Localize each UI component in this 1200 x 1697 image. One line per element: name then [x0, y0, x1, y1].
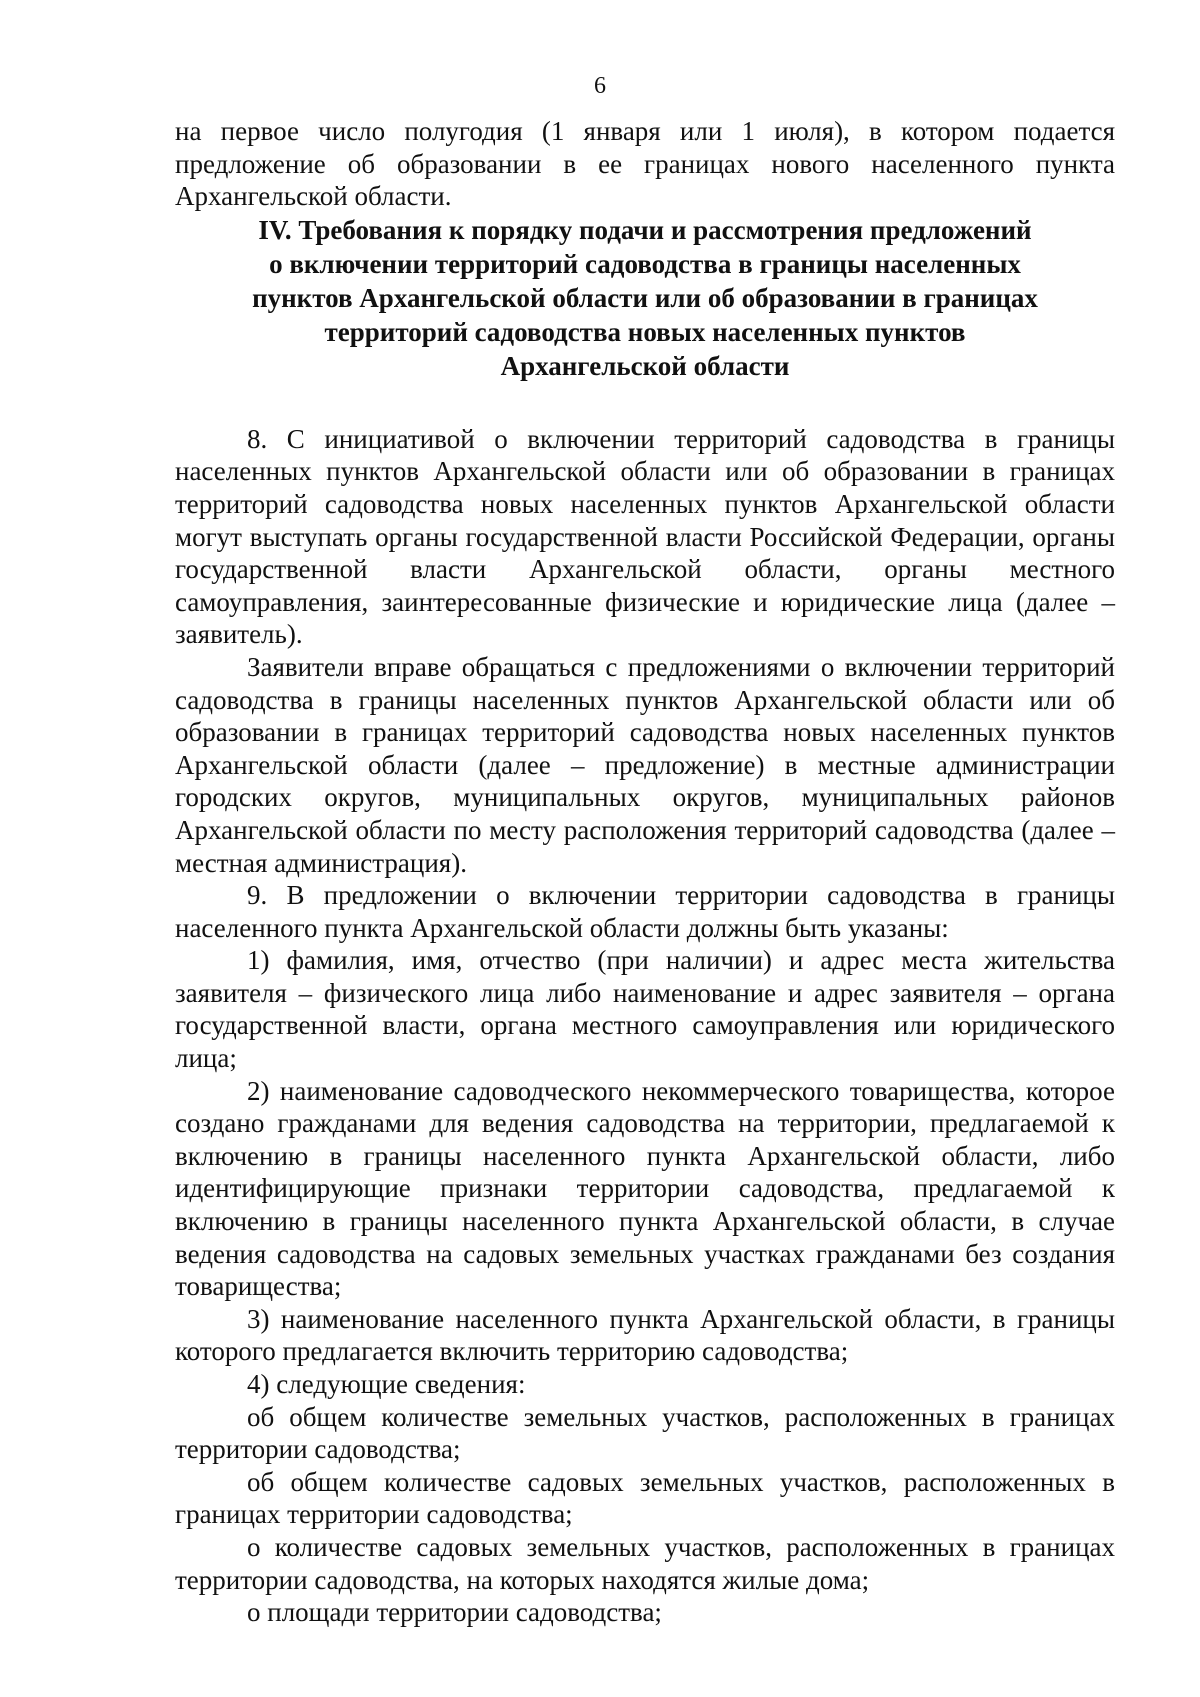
section-heading-line: о включении территорий садоводства в границы населенных: [269, 248, 1021, 279]
paragraph-8: 8. С инициативой о включении территорий садоводства в границы населенных пунктов Архангельской области или об образовании в границах территорий садоводства новых населенных пунктов Архангельской области могут выступать органы государственной власти Российской Федерации, органы государственной власти Архангельской области, органы местного самоуправления, заинтересованные физические и юридические лица (далее – заявитель).: [175, 423, 1115, 650]
page-number: 6: [594, 73, 606, 99]
sub-item-plots-with-houses: о количестве садовых земельных участков, расположенных в границах территории садоводства, на которых находятся жилые дома;: [175, 1531, 1115, 1595]
list-item-3: 3) наименование населенного пункта Архангельской области, в границы которого предлагается включить территорию садоводства;: [175, 1303, 1115, 1367]
section-heading-line: Архангельской области: [500, 350, 790, 381]
paragraph-9: 9. В предложении о включении территории садоводства в границы населенного пункта Архангельской области должны быть указаны:: [175, 880, 1115, 943]
section-heading: [175, 213, 1115, 383]
section-heading-line: пунктов Архангельской области или об образовании в границах: [252, 282, 1038, 313]
sub-item-total-plots: об общем количестве земельных участков, расположенных в границах территории садоводства;: [175, 1401, 1115, 1465]
paragraph-applicants: Заявители вправе обращаться с предложениями о включении территорий садоводства в границы населенных пунктов Архангельской области или об образовании в границах территорий садоводства новых населенных пунктов Архангельской области (далее – предложение) в местные администрации городских округов, муниципальных округов, муниципальных районов Архангельской области по месту расположения территорий садоводства (далее – местная администрация).: [175, 651, 1115, 878]
section-heading-line: территорий садоводства новых населенных пунктов: [324, 316, 966, 347]
sub-item-garden-plots: об общем количестве садовых земельных участков, расположенных в границах территории садоводства;: [175, 1466, 1115, 1530]
list-item-4: 4) следующие сведения:: [247, 1369, 526, 1399]
list-item-1: 1) фамилия, имя, отчество (при наличии) и адрес места жительства заявителя – физического лица либо наименование и адрес заявителя – органа государственной власти, органа местного самоуправления или юридического лица;: [175, 945, 1115, 1074]
list-item-2: 2) наименование садоводческого некоммерческого товарищества, которое создано гражданами для ведения садоводства на территории, предлагаемой к включению в границы населенного пункта Архангельской области, либо идентифицирующие признаки территории садоводства, предлагаемой к включению в границы населенного пункта Архангельской области, в случае ведения садоводства на садовых земельных участках гражданами без создания товарищества;: [175, 1075, 1115, 1302]
document-body: [175, 115, 1115, 1629]
section-heading-line: IV. Требования к порядку подачи и рассмотрения предложений: [258, 214, 1032, 245]
sub-item-territory-area: о площади территории садоводства;: [247, 1597, 662, 1628]
continuation-paragraph: на первое число полугодия (1 января или 1 июля), в котором подается предложение об образовании в ее границах нового населенного пункта Архангельской области.: [175, 116, 1115, 212]
